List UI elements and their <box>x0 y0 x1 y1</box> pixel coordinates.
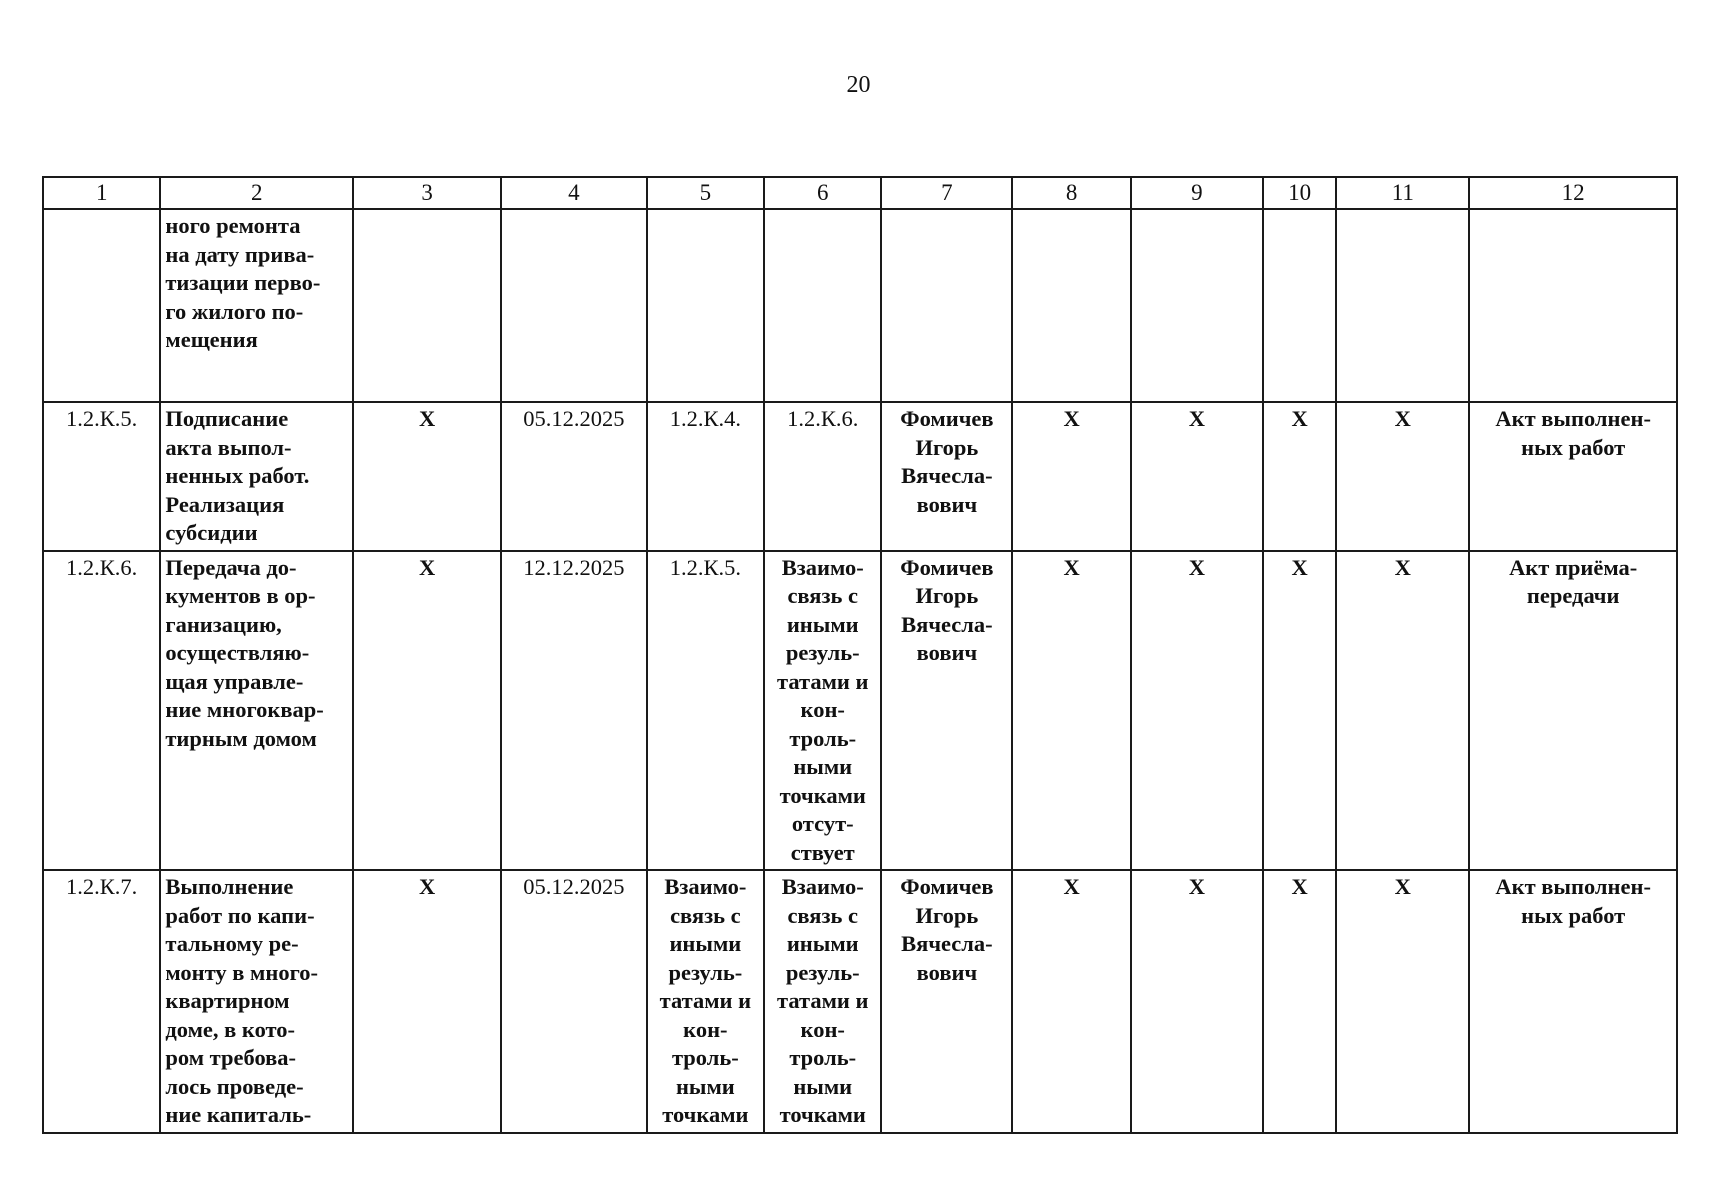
cell-responsible: Фомичев Игорь Вячесла- вович <box>881 870 1012 1133</box>
header-col-8: 8 <box>1012 177 1130 209</box>
cell-code <box>43 209 160 402</box>
page-number: 20 <box>846 72 871 98</box>
cell-date: 12.12.2025 <box>501 551 647 871</box>
cell-successor: Взаимо- связь с иными резуль- татами и кон- троль- ными точками <box>764 870 881 1133</box>
cell-description: Подписание акта выпол- ненных работ. Реализация субсидии <box>160 402 353 551</box>
cell-predecessor: 1.2.К.4. <box>647 402 764 551</box>
cell-description: Выполнение работ по капи- тальному ре- монту в много- квартирном доме, в кото- ром требова- лось проведе- ние капиталь- <box>160 870 353 1133</box>
cell-col-9: X <box>1131 870 1263 1133</box>
cell-col-8: X <box>1012 551 1130 871</box>
header-col-11: 11 <box>1336 177 1469 209</box>
cell-code: 1.2.К.5. <box>43 402 160 551</box>
cell-document: Акт выполнен- ных работ <box>1469 402 1677 551</box>
cell-responsible: Фомичев Игорь Вячесла- вович <box>881 402 1012 551</box>
cell-predecessor: 1.2.К.5. <box>647 551 764 871</box>
cell-successor <box>764 209 881 402</box>
cell-col-8 <box>1012 209 1130 402</box>
header-col-12: 12 <box>1469 177 1677 209</box>
cell-col-10 <box>1263 209 1336 402</box>
cell-date: 05.12.2025 <box>501 402 647 551</box>
cell-col-3: X <box>353 870 501 1133</box>
header-col-10: 10 <box>1263 177 1336 209</box>
cell-responsible <box>881 209 1012 402</box>
header-col-6: 6 <box>764 177 881 209</box>
cell-date <box>501 209 647 402</box>
header-col-4: 4 <box>501 177 647 209</box>
header-col-2: 2 <box>160 177 353 209</box>
cell-col-3 <box>353 209 501 402</box>
cell-date: 05.12.2025 <box>501 870 647 1133</box>
cell-successor: 1.2.К.6. <box>764 402 881 551</box>
header-col-9: 9 <box>1131 177 1263 209</box>
header-col-7: 7 <box>881 177 1012 209</box>
cell-col-11: X <box>1336 402 1469 551</box>
cell-description: ного ремонта на дату прива- тизации перво- го жилого по- мещения <box>160 209 353 402</box>
header-col-3: 3 <box>353 177 501 209</box>
cell-col-11: X <box>1336 870 1469 1133</box>
cell-col-3: X <box>353 551 501 871</box>
cell-col-11 <box>1336 209 1469 402</box>
table-row <box>43 402 1677 551</box>
header-col-5: 5 <box>647 177 764 209</box>
cell-code: 1.2.К.7. <box>43 870 160 1133</box>
cell-col-8: X <box>1012 870 1130 1133</box>
cell-col-10: X <box>1263 402 1336 551</box>
cell-responsible: Фомичев Игорь Вячесла- вович <box>881 551 1012 871</box>
cell-code: 1.2.К.6. <box>43 551 160 871</box>
table-row <box>43 209 1677 402</box>
cell-col-9: X <box>1131 402 1263 551</box>
cell-description: Передача до- кументов в ор- ганизацию, осуществляю- щая управле- ние многоквар- тирным домом <box>160 551 353 871</box>
cell-col-10: X <box>1263 551 1336 871</box>
cell-document: Акт приёма- передачи <box>1469 551 1677 871</box>
cell-col-11: X <box>1336 551 1469 871</box>
cell-col-9: X <box>1131 551 1263 871</box>
control-points-table <box>42 176 1678 1134</box>
cell-col-3: X <box>353 402 501 551</box>
cell-predecessor <box>647 209 764 402</box>
cell-predecessor: Взаимо- связь с иными резуль- татами и кон- троль- ными точками <box>647 870 764 1133</box>
table-row <box>43 551 1677 871</box>
table-header-row <box>43 177 1677 209</box>
cell-col-8: X <box>1012 402 1130 551</box>
cell-col-9 <box>1131 209 1263 402</box>
cell-document: Акт выполнен- ных работ <box>1469 870 1677 1133</box>
header-col-1: 1 <box>43 177 160 209</box>
table-row <box>43 870 1677 1133</box>
cell-col-10: X <box>1263 870 1336 1133</box>
cell-successor: Взаимо- связь с иными резуль- татами и кон- троль- ными точками отсут- ствует <box>764 551 881 871</box>
cell-document <box>1469 209 1677 402</box>
